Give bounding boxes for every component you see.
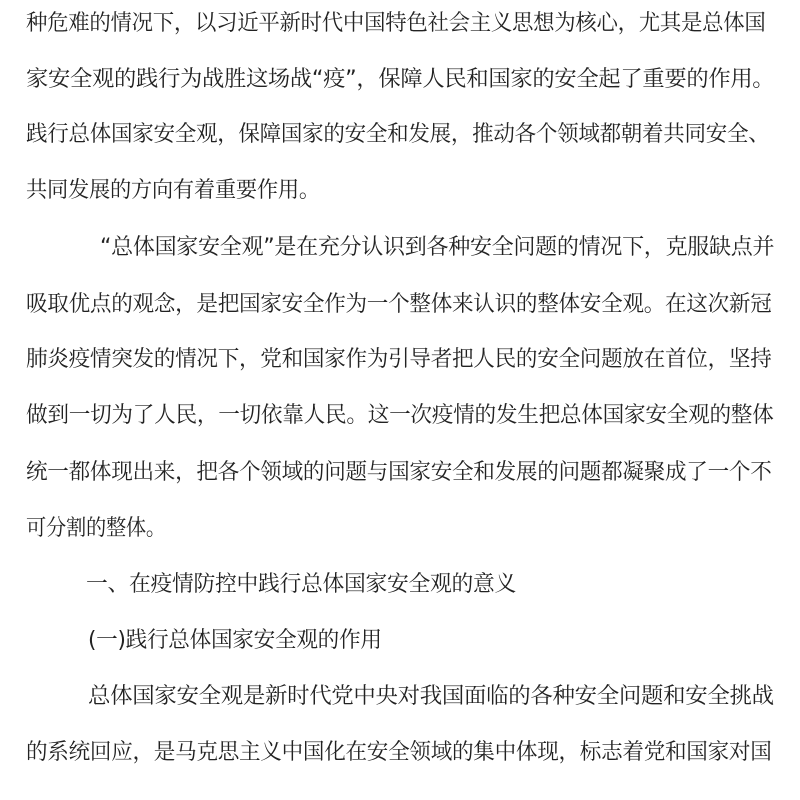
paragraph-line: 的系统回应，是马克思主义中国化在安全领域的集中体现，标志着党和国家对国 bbox=[26, 740, 772, 765]
paragraph-line: 共同发展的方向有着重要作用。 bbox=[26, 178, 320, 203]
paragraph-line: 可分割的整体。 bbox=[26, 516, 166, 541]
paragraph-line: 家安全观的践行为战胜这场战“疫”，保障人民和国家的安全起了重要的作用。 bbox=[26, 67, 775, 92]
paragraph-line: 统一都体现出来，把各个领域的问题与国家安全和发展的问题都凝聚成了一个不 bbox=[26, 460, 772, 485]
paragraph-line: 做到一切为了人民，一切依靠人民。这一次疫情的发生把总体国家安全观的整体 bbox=[26, 403, 774, 428]
paragraph-line: 践行总体国家安全观，保障国家的安全和发展，推动各个领域都朝着共同安全、 bbox=[26, 122, 770, 147]
paragraph-line: “总体国家安全观”是在充分认识到各种安全问题的情况下，克服缺点并 bbox=[100, 235, 775, 260]
section-heading: 一、在疫情防控中践行总体国家安全观的意义 bbox=[86, 572, 517, 597]
subsection-heading: (一)践行总体国家安全观的作用 bbox=[88, 628, 382, 653]
paragraph-line: 总体国家安全观是新时代党中央对我国面临的各种安全问题和安全挑战 bbox=[88, 684, 774, 709]
paragraph-line: 吸取优点的观念，是把国家安全作为一个整体来认识的整体安全观。在这次新冠 bbox=[26, 292, 772, 317]
paragraph-line: 肺炎疫情突发的情况下，党和国家作为引导者把人民的安全问题放在首位，坚持 bbox=[26, 347, 772, 372]
paragraph-line: 种危难的情况下，以习近平新时代中国特色社会主义思想为核心，尤其是总体国 bbox=[26, 11, 766, 36]
